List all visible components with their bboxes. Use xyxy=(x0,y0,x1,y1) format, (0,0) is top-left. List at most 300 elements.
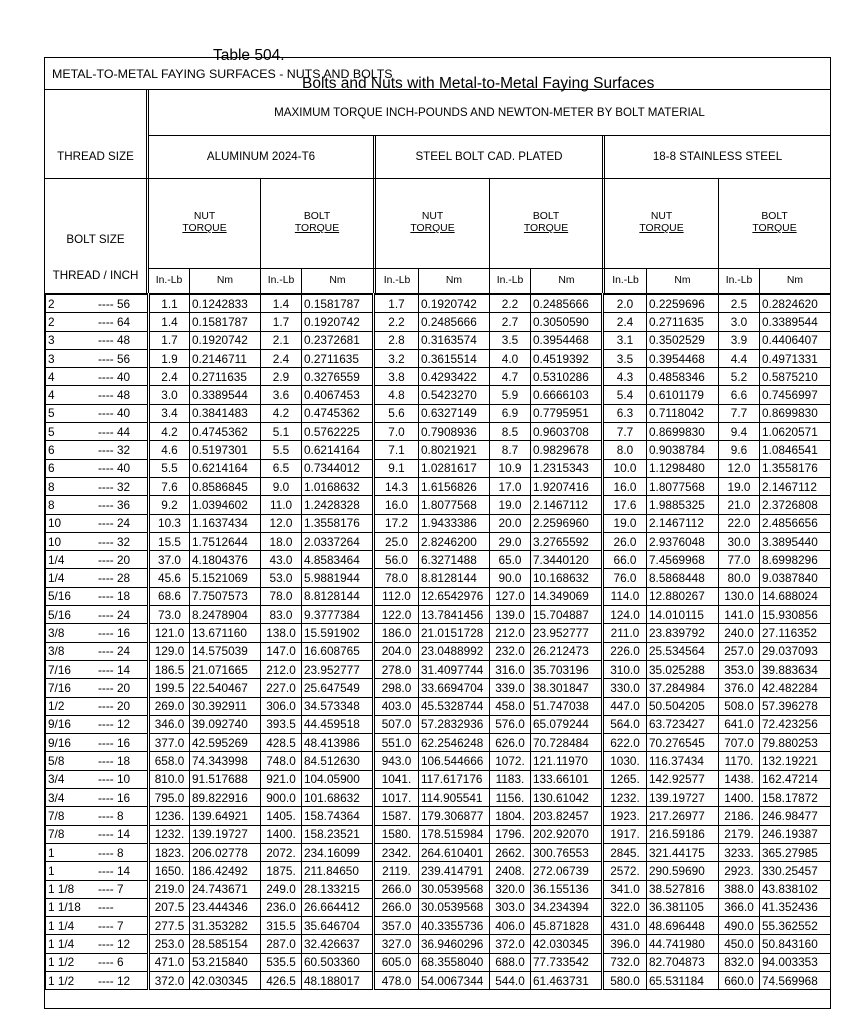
table-row xyxy=(46,514,831,532)
table-number: Table 504. xyxy=(213,47,285,64)
inlb-value-cell: 4.7 xyxy=(490,368,531,386)
inlb-value-cell: 2186. xyxy=(719,807,760,825)
inlb-value-cell: 43.0 xyxy=(261,551,302,569)
inlb-value-cell: 199.5 xyxy=(149,679,190,697)
inlb-value-cell: 147.0 xyxy=(261,642,302,660)
inlb-value-cell: 3.5 xyxy=(603,349,647,367)
nm-value-cell: 0.4519392 xyxy=(531,349,603,367)
nm-value-cell: 365.27985 xyxy=(760,843,831,861)
bolt-thread-cell: 5/16 ---- 18 xyxy=(46,587,149,605)
inlb-value-cell: 4.2 xyxy=(261,404,302,422)
nut-torque-header-aluminum: NUT TORQUE xyxy=(182,211,227,234)
inlb-value-cell: 4.2 xyxy=(149,423,190,441)
column-header-area xyxy=(45,90,830,293)
inlb-value-cell: 240.0 xyxy=(719,624,760,642)
inlb-value-cell: 1875. xyxy=(261,862,302,880)
torque-data-grid xyxy=(45,293,831,990)
table-row xyxy=(46,679,831,697)
inlb-value-cell: 1232. xyxy=(149,825,190,843)
inlb-value-cell: 212.0 xyxy=(261,660,302,678)
inlb-value-cell: 12.0 xyxy=(261,514,302,532)
nm-value-cell: 0.3050590 xyxy=(531,313,603,331)
inlb-value-cell: 56.0 xyxy=(374,551,419,569)
table-row xyxy=(46,880,831,898)
nm-value-cell: 0.4067453 xyxy=(302,386,374,404)
table-row xyxy=(46,624,831,642)
nm-value-cell: 89.822916 xyxy=(190,789,261,807)
nm-value-cell: 6.3271488 xyxy=(419,551,490,569)
inlb-value-cell: 127.0 xyxy=(490,587,531,605)
nm-value-cell: 321.44175 xyxy=(647,843,719,861)
table-row xyxy=(46,843,831,861)
nm-value-cell: 0.8699830 xyxy=(760,404,831,422)
nm-value-cell: 15.591902 xyxy=(302,624,374,642)
bolt-thread-cell: 5/16 ---- 24 xyxy=(46,606,149,624)
inlb-value-cell: 3.5 xyxy=(490,331,531,349)
inlb-value-cell: 8.5 xyxy=(490,423,531,441)
inlb-value-cell: 1796. xyxy=(490,825,531,843)
nm-value-cell: 74.569968 xyxy=(760,971,831,989)
inlb-value-cell: 1804. xyxy=(490,807,531,825)
nm-value-cell: 0.8699830 xyxy=(647,423,719,441)
inlb-value-cell: 287.0 xyxy=(261,935,302,953)
inlb-value-cell: 732.0 xyxy=(603,953,647,971)
nm-value-cell: 7.4569968 xyxy=(647,551,719,569)
bolt-thread-cell: 7/16 ---- 20 xyxy=(46,679,149,697)
nm-value-cell: 0.1920742 xyxy=(302,313,374,331)
inlb-value-cell: 26.0 xyxy=(603,532,647,550)
inlb-value-cell: 1170. xyxy=(719,752,760,770)
table-row xyxy=(46,953,831,971)
inlb-value-cell: 1.4 xyxy=(261,294,302,313)
nm-value-cell: 142.92577 xyxy=(647,770,719,788)
unit-header-inlb: In.-Lb xyxy=(725,274,753,286)
nm-value-cell: 234.16099 xyxy=(302,843,374,861)
inlb-value-cell: 204.0 xyxy=(374,642,419,660)
inlb-value-cell: 1823. xyxy=(149,843,190,861)
nm-value-cell: 65.531184 xyxy=(647,971,719,989)
nm-value-cell: 34.234394 xyxy=(531,898,603,916)
inlb-value-cell: 1232. xyxy=(603,789,647,807)
nm-value-cell: 26.664412 xyxy=(302,898,374,916)
nm-value-cell: 0.1581787 xyxy=(190,313,261,331)
nm-value-cell: 84.512630 xyxy=(302,752,374,770)
nm-value-cell: 13.671160 xyxy=(190,624,261,642)
inlb-value-cell: 15.5 xyxy=(149,532,190,550)
nm-value-cell: 7.7507573 xyxy=(190,587,261,605)
nm-value-cell: 0.3954468 xyxy=(531,331,603,349)
inlb-value-cell: 2.0 xyxy=(603,294,647,313)
inlb-value-cell: 3.1 xyxy=(603,331,647,349)
bolt-thread-cell: 1 ---- 8 xyxy=(46,843,149,861)
nm-value-cell: 14.349069 xyxy=(531,587,603,605)
bolt-thread-cell: 1 1/8 ---- 7 xyxy=(46,880,149,898)
inlb-value-cell: 4.8 xyxy=(374,386,419,404)
bolt-thread-cell: 1 1/4 ---- 7 xyxy=(46,917,149,935)
bolt-thread-cell: 3/8 ---- 24 xyxy=(46,642,149,660)
table-row xyxy=(46,477,831,495)
inlb-value-cell: 576.0 xyxy=(490,715,531,733)
nm-value-cell: 63.723427 xyxy=(647,715,719,733)
nm-value-cell: 16.608765 xyxy=(302,642,374,660)
inlb-value-cell: 90.0 xyxy=(490,569,531,587)
nm-value-cell: 0.7795951 xyxy=(531,404,603,422)
inlb-value-cell: 1400. xyxy=(719,789,760,807)
inlb-value-cell: 10.3 xyxy=(149,514,190,532)
table-row xyxy=(46,294,831,313)
inlb-value-cell: 10.9 xyxy=(490,459,531,477)
nm-value-cell: 7.3440120 xyxy=(531,551,603,569)
bolt-thread-cell: 1/4 ---- 28 xyxy=(46,569,149,587)
nm-value-cell: 79.880253 xyxy=(760,734,831,752)
inlb-value-cell: 19.0 xyxy=(603,514,647,532)
inlb-value-cell: 1923. xyxy=(603,807,647,825)
nm-value-cell: 162.47214 xyxy=(760,770,831,788)
nm-value-cell: 51.747038 xyxy=(531,697,603,715)
inlb-value-cell: 186.5 xyxy=(149,660,190,678)
nm-value-cell: 117.617176 xyxy=(419,770,490,788)
bolt-thread-cell: 6 ---- 40 xyxy=(46,459,149,477)
nm-value-cell: 0.7908936 xyxy=(419,423,490,441)
nm-value-cell: 10.168632 xyxy=(531,569,603,587)
inlb-value-cell: 316.0 xyxy=(490,660,531,678)
inlb-value-cell: 249.0 xyxy=(261,880,302,898)
inlb-value-cell: 403.0 xyxy=(374,697,419,715)
nm-value-cell: 0.4406407 xyxy=(760,331,831,349)
nm-value-cell: 21.071665 xyxy=(190,660,261,678)
nm-value-cell: 0.8021921 xyxy=(419,441,490,459)
inlb-value-cell: 130.0 xyxy=(719,587,760,605)
nm-value-cell: 2.2596960 xyxy=(531,514,603,532)
nm-value-cell: 178.515984 xyxy=(419,825,490,843)
inlb-value-cell: 122.0 xyxy=(374,606,419,624)
nm-value-cell: 15.930856 xyxy=(760,606,831,624)
inlb-value-cell: 112.0 xyxy=(374,587,419,605)
inlb-value-cell: 471.0 xyxy=(149,953,190,971)
inlb-value-cell: 2.8 xyxy=(374,331,419,349)
nm-value-cell: 0.3615514 xyxy=(419,349,490,367)
nm-value-cell: 0.6327149 xyxy=(419,404,490,422)
max-torque-header: MAXIMUM TORQUE INCH-POUNDS AND NEWTON-METER BY BOLT MATERIAL xyxy=(274,106,705,119)
inlb-value-cell: 1236. xyxy=(149,807,190,825)
nm-value-cell: 1.1637434 xyxy=(190,514,261,532)
nm-value-cell: 38.301847 xyxy=(531,679,603,697)
nm-value-cell: 2.4856656 xyxy=(760,514,831,532)
inlb-value-cell: 2.2 xyxy=(374,313,419,331)
table-row xyxy=(46,862,831,880)
inlb-value-cell: 18.0 xyxy=(261,532,302,550)
nm-value-cell: 0.1242833 xyxy=(190,294,261,313)
nm-value-cell: 45.871828 xyxy=(531,917,603,935)
inlb-value-cell: 1041. xyxy=(374,770,419,788)
inlb-value-cell: 393.5 xyxy=(261,715,302,733)
nm-value-cell: 33.6694704 xyxy=(419,679,490,697)
inlb-value-cell: 795.0 xyxy=(149,789,190,807)
nm-value-cell: 114.905541 xyxy=(419,789,490,807)
inlb-value-cell: 8.0 xyxy=(603,441,647,459)
nm-value-cell: 70.728484 xyxy=(531,734,603,752)
nm-value-cell: 0.6214164 xyxy=(190,459,261,477)
inlb-value-cell: 9.2 xyxy=(149,496,190,514)
table-row xyxy=(46,770,831,788)
inlb-value-cell: 832.0 xyxy=(719,953,760,971)
nm-value-cell: 1.9207416 xyxy=(531,477,603,495)
nm-value-cell: 41.352436 xyxy=(760,898,831,916)
inlb-value-cell: 535.5 xyxy=(261,953,302,971)
bolt-thread-cell: 1 ---- 14 xyxy=(46,862,149,880)
inlb-value-cell: 227.0 xyxy=(261,679,302,697)
bolt-thread-cell: 1/4 ---- 20 xyxy=(46,551,149,569)
nm-value-cell: 158.17872 xyxy=(760,789,831,807)
nm-value-cell: 94.003353 xyxy=(760,953,831,971)
inlb-value-cell: 605.0 xyxy=(374,953,419,971)
inlb-value-cell: 9.1 xyxy=(374,459,419,477)
bolt-thread-cell: 2 ---- 56 xyxy=(46,294,149,313)
inlb-value-cell: 19.0 xyxy=(719,477,760,495)
nm-value-cell: 23.0488992 xyxy=(419,642,490,660)
nm-value-cell: 15.704887 xyxy=(531,606,603,624)
nm-value-cell: 8.8128144 xyxy=(419,569,490,587)
inlb-value-cell: 2.5 xyxy=(719,294,760,313)
inlb-value-cell: 3.0 xyxy=(149,386,190,404)
nm-value-cell: 158.23521 xyxy=(302,825,374,843)
nm-value-cell: 104.05900 xyxy=(302,770,374,788)
inlb-value-cell: 1.7 xyxy=(149,331,190,349)
nm-value-cell: 0.3163574 xyxy=(419,331,490,349)
inlb-value-cell: 5.6 xyxy=(374,404,419,422)
nm-value-cell: 0.2711635 xyxy=(647,313,719,331)
nm-value-cell: 0.7118042 xyxy=(647,404,719,422)
inlb-value-cell: 257.0 xyxy=(719,642,760,660)
nm-value-cell: 8.8128144 xyxy=(302,587,374,605)
inlb-value-cell: 124.0 xyxy=(603,606,647,624)
nm-value-cell: 48.188017 xyxy=(302,971,374,989)
nm-value-cell: 22.540467 xyxy=(190,679,261,697)
inlb-value-cell: 76.0 xyxy=(603,569,647,587)
nm-value-cell: 132.19221 xyxy=(760,752,831,770)
table-row xyxy=(46,587,831,605)
inlb-value-cell: 17.0 xyxy=(490,477,531,495)
nm-value-cell: 1.0620571 xyxy=(760,423,831,441)
nm-value-cell: 42.482284 xyxy=(760,679,831,697)
nm-value-cell: 54.0067344 xyxy=(419,971,490,989)
nm-value-cell: 272.06739 xyxy=(531,862,603,880)
inlb-value-cell: 139.0 xyxy=(490,606,531,624)
inlb-value-cell: 377.0 xyxy=(149,734,190,752)
inlb-value-cell: 921.0 xyxy=(261,770,302,788)
nm-value-cell: 139.19727 xyxy=(190,825,261,843)
nm-value-cell: 37.284984 xyxy=(647,679,719,697)
inlb-value-cell: 5.9 xyxy=(490,386,531,404)
inlb-value-cell: 641.0 xyxy=(719,715,760,733)
table-row xyxy=(46,532,831,550)
inlb-value-cell: 2.4 xyxy=(261,349,302,367)
torque-table xyxy=(44,57,831,1009)
inlb-value-cell: 626.0 xyxy=(490,734,531,752)
nm-value-cell: 27.116352 xyxy=(760,624,831,642)
nm-value-cell: 28.133215 xyxy=(302,880,374,898)
table-row xyxy=(46,313,831,331)
nm-value-cell: 42.030345 xyxy=(190,971,261,989)
nm-value-cell: 2.8246200 xyxy=(419,532,490,550)
unit-header-inlb: In.-Lb xyxy=(383,274,411,286)
nm-value-cell: 44.459518 xyxy=(302,715,374,733)
bolt-thread-cell: 4 ---- 48 xyxy=(46,386,149,404)
inlb-value-cell: 622.0 xyxy=(603,734,647,752)
nm-value-cell: 206.02778 xyxy=(190,843,261,861)
nm-value-cell: 139.19727 xyxy=(647,789,719,807)
inlb-value-cell: 544.0 xyxy=(490,971,531,989)
inlb-value-cell: 21.0 xyxy=(719,496,760,514)
inlb-value-cell: 141.0 xyxy=(719,606,760,624)
inlb-value-cell: 3.9 xyxy=(719,331,760,349)
inlb-value-cell: 77.0 xyxy=(719,551,760,569)
inlb-value-cell: 306.0 xyxy=(261,697,302,715)
bolt-thread-cell: 3/4 ---- 10 xyxy=(46,770,149,788)
inlb-value-cell: 458.0 xyxy=(490,697,531,715)
nm-value-cell: 217.26977 xyxy=(647,807,719,825)
inlb-value-cell: 1917. xyxy=(603,825,647,843)
nm-value-cell: 0.4293422 xyxy=(419,368,490,386)
nm-value-cell: 1.1298480 xyxy=(647,459,719,477)
inlb-value-cell: 406.0 xyxy=(490,917,531,935)
table-row xyxy=(46,898,831,916)
inlb-value-cell: 253.0 xyxy=(149,935,190,953)
inlb-value-cell: 45.6 xyxy=(149,569,190,587)
nm-value-cell: 1.8077568 xyxy=(647,477,719,495)
inlb-value-cell: 353.0 xyxy=(719,660,760,678)
nm-value-cell: 133.66101 xyxy=(531,770,603,788)
nm-value-cell: 1.0846541 xyxy=(760,441,831,459)
nm-value-cell: 0.6214164 xyxy=(302,441,374,459)
inlb-value-cell: 83.0 xyxy=(261,606,302,624)
nm-value-cell: 1.9885325 xyxy=(647,496,719,514)
inlb-value-cell: 7.7 xyxy=(603,423,647,441)
inlb-value-cell: 1.9 xyxy=(149,349,190,367)
inlb-value-cell: 2.2 xyxy=(490,294,531,313)
inlb-value-cell: 490.0 xyxy=(719,917,760,935)
nm-value-cell: 82.704873 xyxy=(647,953,719,971)
inlb-value-cell: 2.9 xyxy=(261,368,302,386)
inlb-value-cell: 4.0 xyxy=(490,349,531,367)
table-row xyxy=(46,386,831,404)
nm-value-cell: 202.92070 xyxy=(531,825,603,843)
nm-value-cell: 0.3841483 xyxy=(190,404,261,422)
inlb-value-cell: 73.0 xyxy=(149,606,190,624)
nm-value-cell: 290.59690 xyxy=(647,862,719,880)
nm-value-cell: 31.353282 xyxy=(190,917,261,935)
nm-value-cell: 21.0151728 xyxy=(419,624,490,642)
inlb-value-cell: 564.0 xyxy=(603,715,647,733)
unit-header-inlb: In.-Lb xyxy=(155,274,183,286)
nm-value-cell: 0.5875210 xyxy=(760,368,831,386)
nm-value-cell: 2.3726808 xyxy=(760,496,831,514)
inlb-value-cell: 315.5 xyxy=(261,917,302,935)
nm-value-cell: 39.092740 xyxy=(190,715,261,733)
nm-value-cell: 30.0539568 xyxy=(419,898,490,916)
inlb-value-cell: 1183. xyxy=(490,770,531,788)
nm-value-cell: 0.2485666 xyxy=(419,313,490,331)
inlb-value-cell: 2.1 xyxy=(261,331,302,349)
nm-value-cell: 116.37434 xyxy=(647,752,719,770)
nm-value-cell: 0.5762225 xyxy=(302,423,374,441)
inlb-value-cell: 580.0 xyxy=(603,971,647,989)
nm-value-cell: 23.952777 xyxy=(302,660,374,678)
table-row xyxy=(46,807,831,825)
nm-value-cell: 1.3558176 xyxy=(760,459,831,477)
table-heading: METAL-TO-METAL FAYING SURFACES - NUTS AND BOLTS xyxy=(45,58,830,90)
table-row xyxy=(46,368,831,386)
nm-value-cell: 48.413986 xyxy=(302,734,374,752)
nm-value-cell: 1.0281617 xyxy=(419,459,490,477)
inlb-value-cell: 707.0 xyxy=(719,734,760,752)
inlb-value-cell: 7.6 xyxy=(149,477,190,495)
inlb-value-cell: 78.0 xyxy=(374,569,419,587)
unit-header-nm: Nm xyxy=(786,274,804,286)
nm-value-cell: 35.703196 xyxy=(531,660,603,678)
bolt-thread-cell: 8 ---- 36 xyxy=(46,496,149,514)
inlb-value-cell: 450.0 xyxy=(719,935,760,953)
bolt-thread-cell: 3/8 ---- 16 xyxy=(46,624,149,642)
nm-value-cell: 300.76553 xyxy=(531,843,603,861)
inlb-value-cell: 376.0 xyxy=(719,679,760,697)
nm-value-cell: 1.9433386 xyxy=(419,514,490,532)
bolt-thread-cell: 8 ---- 32 xyxy=(46,477,149,495)
nm-value-cell: 203.82457 xyxy=(531,807,603,825)
nm-value-cell: 2.9376048 xyxy=(647,532,719,550)
nm-value-cell: 0.5310286 xyxy=(531,368,603,386)
inlb-value-cell: 2923. xyxy=(719,862,760,880)
unit-header-nm: Nm xyxy=(558,274,575,286)
inlb-value-cell: 17.6 xyxy=(603,496,647,514)
nm-value-cell: 8.5868448 xyxy=(647,569,719,587)
bolt-thread-cell: 2 ---- 64 xyxy=(46,313,149,331)
inlb-value-cell: 6.3 xyxy=(603,404,647,422)
inlb-value-cell: 5.1 xyxy=(261,423,302,441)
inlb-value-cell: 346.0 xyxy=(149,715,190,733)
table-row xyxy=(46,825,831,843)
nm-value-cell: 2.1467112 xyxy=(647,514,719,532)
nm-value-cell: 57.396278 xyxy=(760,697,831,715)
bolt-torque-header-stainless: BOLT TORQUE xyxy=(752,211,797,234)
inlb-value-cell: 2342. xyxy=(374,843,419,861)
nm-value-cell: 0.5197301 xyxy=(190,441,261,459)
inlb-value-cell: 660.0 xyxy=(719,971,760,989)
nm-value-cell: 330.25457 xyxy=(760,862,831,880)
nm-value-cell: 36.9460296 xyxy=(419,935,490,953)
nm-value-cell: 0.2824620 xyxy=(760,294,831,313)
bolt-thread-cell: 9/16 ---- 12 xyxy=(46,715,149,733)
nm-value-cell: 44.741980 xyxy=(647,935,719,953)
inlb-value-cell: 1.7 xyxy=(374,294,419,313)
nm-value-cell: 12.6542976 xyxy=(419,587,490,605)
table-row xyxy=(46,569,831,587)
inlb-value-cell: 6.6 xyxy=(719,386,760,404)
nm-value-cell: 28.585154 xyxy=(190,935,261,953)
bolt-thread-cell: 10 ---- 24 xyxy=(46,514,149,532)
inlb-value-cell: 658.0 xyxy=(149,752,190,770)
inlb-value-cell: 1072. xyxy=(490,752,531,770)
nm-value-cell: 1.8077568 xyxy=(419,496,490,514)
nm-value-cell: 12.880267 xyxy=(647,587,719,605)
nm-value-cell: 24.743671 xyxy=(190,880,261,898)
inlb-value-cell: 810.0 xyxy=(149,770,190,788)
inlb-value-cell: 1.4 xyxy=(149,313,190,331)
nm-value-cell: 8.6998296 xyxy=(760,551,831,569)
nm-value-cell: 0.3276559 xyxy=(302,368,374,386)
nm-value-cell: 1.2428328 xyxy=(302,496,374,514)
inlb-value-cell: 2.7 xyxy=(490,313,531,331)
